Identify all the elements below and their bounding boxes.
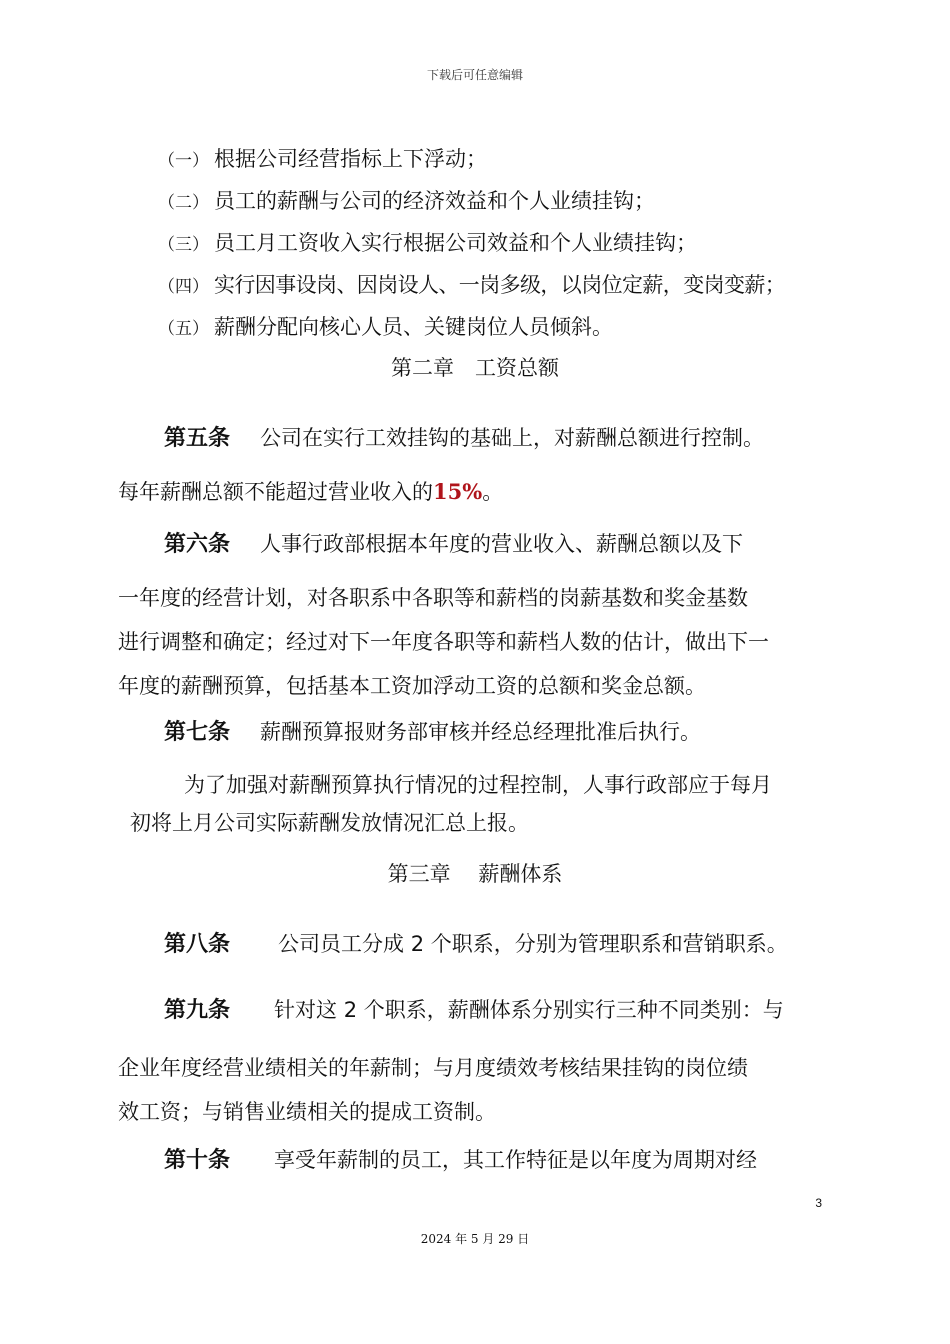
list-item [158,310,785,352]
list-number: （一） [158,151,209,171]
article-text: 薪酬预算报财务部审核并经总经理批准后执行。 [260,720,702,744]
chapter-3-title: 第三章 薪酬体系 [387,862,563,886]
article-6 [118,522,828,708]
article-text: 一年度的经营计划，对各职系中各职等和薪档的岗薪基数和奖金基数 [118,586,748,610]
principles-list [158,142,785,352]
list-text: 员工月工资收入实行根据公司效益和个人业绩挂钩； [214,231,697,255]
article-label: 第八条 [164,931,231,957]
list-number: （五） [158,319,209,339]
list-text: 薪酬分配向核心人员、关键岗位人员倾斜。 [214,315,613,339]
article-text: 效工资；与销售业绩相关的提成工资制。 [118,1100,496,1124]
article-text: 人事行政部根据本年度的营业收入、薪酬总额以及下 [260,532,744,556]
article-text: 进行调整和确定；经过对下一年度各职等和薪档人数的估计，做出下一 [118,630,769,654]
footer-date: 2024 年 5 月 29 日 [420,1232,530,1246]
page-number: 3 [815,1196,822,1210]
list-text: 根据公司经营指标上下浮动； [214,147,487,171]
article-text: 为了加强对薪酬预算执行情况的过程控制，人事行政部应于每月 [184,773,772,797]
list-text: 员工的薪酬与公司的经济效益和个人业绩挂钩； [214,189,655,213]
article-text: 公司员工分成 2 个职系，分别为管理职系和营销职系。 [278,932,788,956]
article-label: 第九条 [164,997,231,1023]
chapter-2-title: 第二章 工资总额 [391,356,559,380]
list-number: （三） [158,235,209,255]
article-label: 第五条 [164,425,231,451]
highlight-percent: 15% [433,479,483,504]
article-text: 年度的薪酬预算，包括基本工资加浮动工资的总额和奖金总额。 [118,674,706,698]
article-label: 第十条 [164,1147,231,1173]
list-text: 实行因事设岗、因岗设人、一岗多级，以岗位定薪，变岗变薪； [214,273,786,297]
article-5 [118,416,828,514]
list-item [158,226,785,268]
article-label: 第七条 [164,719,231,745]
list-item [158,268,785,310]
article-label: 第六条 [164,531,231,557]
article-text: 公司在实行工效挂钩的基础上，对薪酬总额进行控制。 [260,426,765,450]
list-item [158,142,785,184]
page-header: 下载后可任意编辑 [426,68,523,82]
article-9 [118,988,828,1134]
article-text: 企业年度经营业绩相关的年薪制；与月度绩效考核结果挂钩的岗位绩 [118,1056,748,1080]
article-7 [118,710,828,754]
article-text: 。 [482,480,504,504]
article-text: 初将上月公司实际薪酬发放情况汇总上报。 [130,811,529,835]
article-text: 针对这 2 个职系，薪酬体系分别实行三种不同类别：与 [274,998,784,1022]
article-10 [118,1138,828,1182]
article-7-paragraph [130,766,840,842]
list-number: （四） [158,277,209,297]
article-text: 每年薪酬总额不能超过营业收入的 [118,480,433,504]
list-item [158,184,785,226]
article-8 [118,922,828,966]
list-number: （二） [158,193,209,213]
article-text: 享受年薪制的员工，其工作特征是以年度为周期对经 [274,1148,758,1172]
